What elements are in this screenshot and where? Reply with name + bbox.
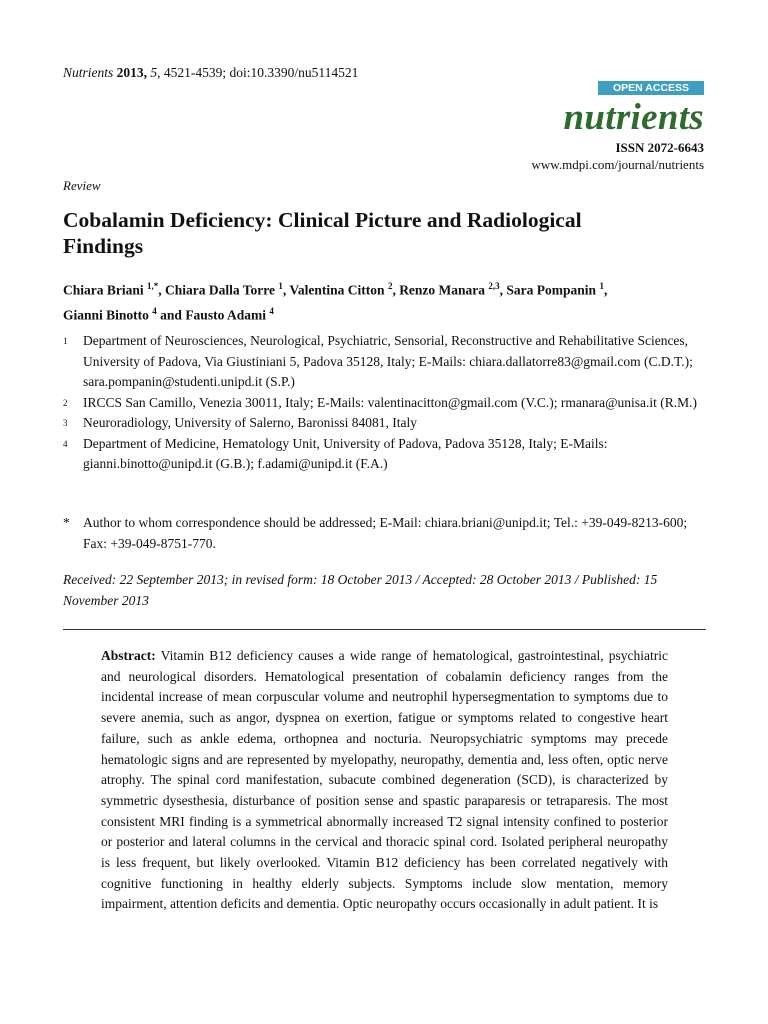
author-affiliation-mark: 1 — [278, 281, 283, 291]
affiliation-text: Neuroradiology, University of Salerno, Baronissi 84081, Italy — [83, 415, 417, 430]
issn: ISSN 2072-6643 — [615, 140, 704, 155]
author-name: Chiara Dalla Torre — [165, 282, 276, 298]
author-separator: , — [158, 282, 166, 298]
journal-year: 2013, — [116, 65, 148, 80]
affiliation-item — [63, 393, 708, 414]
affiliation-list — [63, 331, 708, 475]
affiliation-number: 1 — [63, 336, 68, 346]
author-list — [63, 276, 713, 325]
affiliation-number: 2 — [63, 397, 68, 408]
author-name: Sara Pompanin — [506, 282, 597, 298]
author-separator: , — [392, 282, 400, 298]
author-affiliation-mark: 1,* — [147, 281, 159, 291]
affiliation-number: 3 — [63, 418, 68, 428]
author-separator: , — [603, 282, 608, 298]
author-name: Fausto Adami — [185, 307, 266, 322]
author-separator: , — [282, 282, 290, 298]
pages-doi: 4521-4539; doi:10.3390/nu5114521 — [163, 65, 359, 80]
author-name: Gianni Binotto — [63, 307, 149, 322]
author-affiliation-mark: 4 — [269, 305, 274, 316]
abstract-text: Vitamin B12 deficiency causes a wide range of hematological, gastrointestinal, psychiatric and neurological disorders. Hematological presentation of cobalamin deficiency ranges from the incidental increase of mean corpuscular volume and neutrophil hypersegmentation to symptoms due to severe anemia, such as angor, dyspnea on exertion, fatigue or symptoms related to congestive heart failure, such as ankle edema, orthopnea and nocturia. Neuropsychiatric symptoms may precede hematologic signs and are represented by myelopathy, neuropathy, dementia and, less often, optic nerve atrophy. The spinal cord manifestation, subacute combined degeneration (SCD), is characterized by symmetric dysesthesia, disturbance of position sense and spastic paraparesis or tetraparesis. The most consistent MRI finding is a symmetrical abnormally increased T2 signal intensity confined to posterior or posterior and lateral columns in the cervical and thoracic spinal cord. Isolated peripheral neuropathy is less frequent, but likely overlooked. Vitamin B12 deficiency has been correlated negatively with cognitive functioning in healthy elderly subjects. Symptoms include slow mentation, memory impairment, attention deficits and dementia. Optic neuropathy occurs occasionally in adult patient. It is — [101, 648, 668, 912]
article-title: Cobalamin Deficiency: Clinical Picture and Radiological Findings — [63, 208, 582, 258]
open-access-badge: OPEN ACCESS — [598, 81, 704, 95]
section-divider — [63, 629, 706, 630]
affiliation-number: 4 — [63, 438, 68, 449]
affiliation-text: Department of Neurosciences, Neurological, Psychiatric, Sensorial, Reconstructive and Rehabilitative Sciences, University of Padova, Via Giustiniani 5, Padova 35128, Italy; E-Mails: chiara.dallatorre83@gmail.com (C.D.T.); sara.pompanin@studenti.unipd.it (S.P.) — [83, 333, 693, 389]
author-affiliation-mark: 1 — [599, 281, 604, 291]
journal-volume: 5, — [150, 65, 161, 80]
affiliation-item — [63, 331, 708, 393]
author-separator: , — [499, 282, 507, 298]
author-affiliation-mark: 4 — [152, 305, 157, 316]
journal-website-link[interactable]: www.mdpi.com/journal/nutrients — [531, 157, 704, 172]
affiliation-text: Department of Medicine, Hematology Unit, University of Padova, Padova 35128, Italy; E-Mails: gianni.binotto@unipd.it (G.B.); f.adami@unipd.it (F.A.) — [83, 435, 608, 471]
author-name: Renzo Manara — [399, 282, 486, 298]
journal-logo: nutrients — [563, 97, 704, 138]
article-type: Review — [63, 178, 101, 193]
affiliation-item — [63, 434, 708, 475]
author-name: Chiara Briani — [63, 282, 144, 298]
journal-citation — [63, 65, 358, 81]
affiliation-text: IRCCS San Camillo, Venezia 30011, Italy; E-Mails: valentinacitton@gmail.com (V.C.); rmanara@unisa.it (R.M.) — [83, 394, 698, 410]
author-name: Valentina Citton — [289, 282, 385, 298]
correspondence-mark: * — [63, 515, 70, 530]
author-affiliation-mark: 2 — [387, 281, 393, 291]
abstract — [101, 646, 668, 915]
affiliation-item — [63, 413, 708, 434]
abstract-label: Abstract: — [101, 648, 156, 663]
author-separator: and — [156, 307, 186, 322]
author-affiliation-mark: 2,3 — [488, 281, 500, 291]
journal-name: Nutrients — [63, 65, 114, 80]
publication-dates: Received: 22 September 2013; in revised form: 18 October 2013 / Accepted: 28 October 2013 / Published: 15 November 2013 — [63, 572, 658, 608]
correspondence-note — [63, 513, 708, 554]
correspondence-text: Author to whom correspondence should be addressed; E-Mail: chiara.briani@unipd.it; Tel.: +39-049-8213-600; Fax: +39-049-8751-770. — [83, 515, 688, 551]
